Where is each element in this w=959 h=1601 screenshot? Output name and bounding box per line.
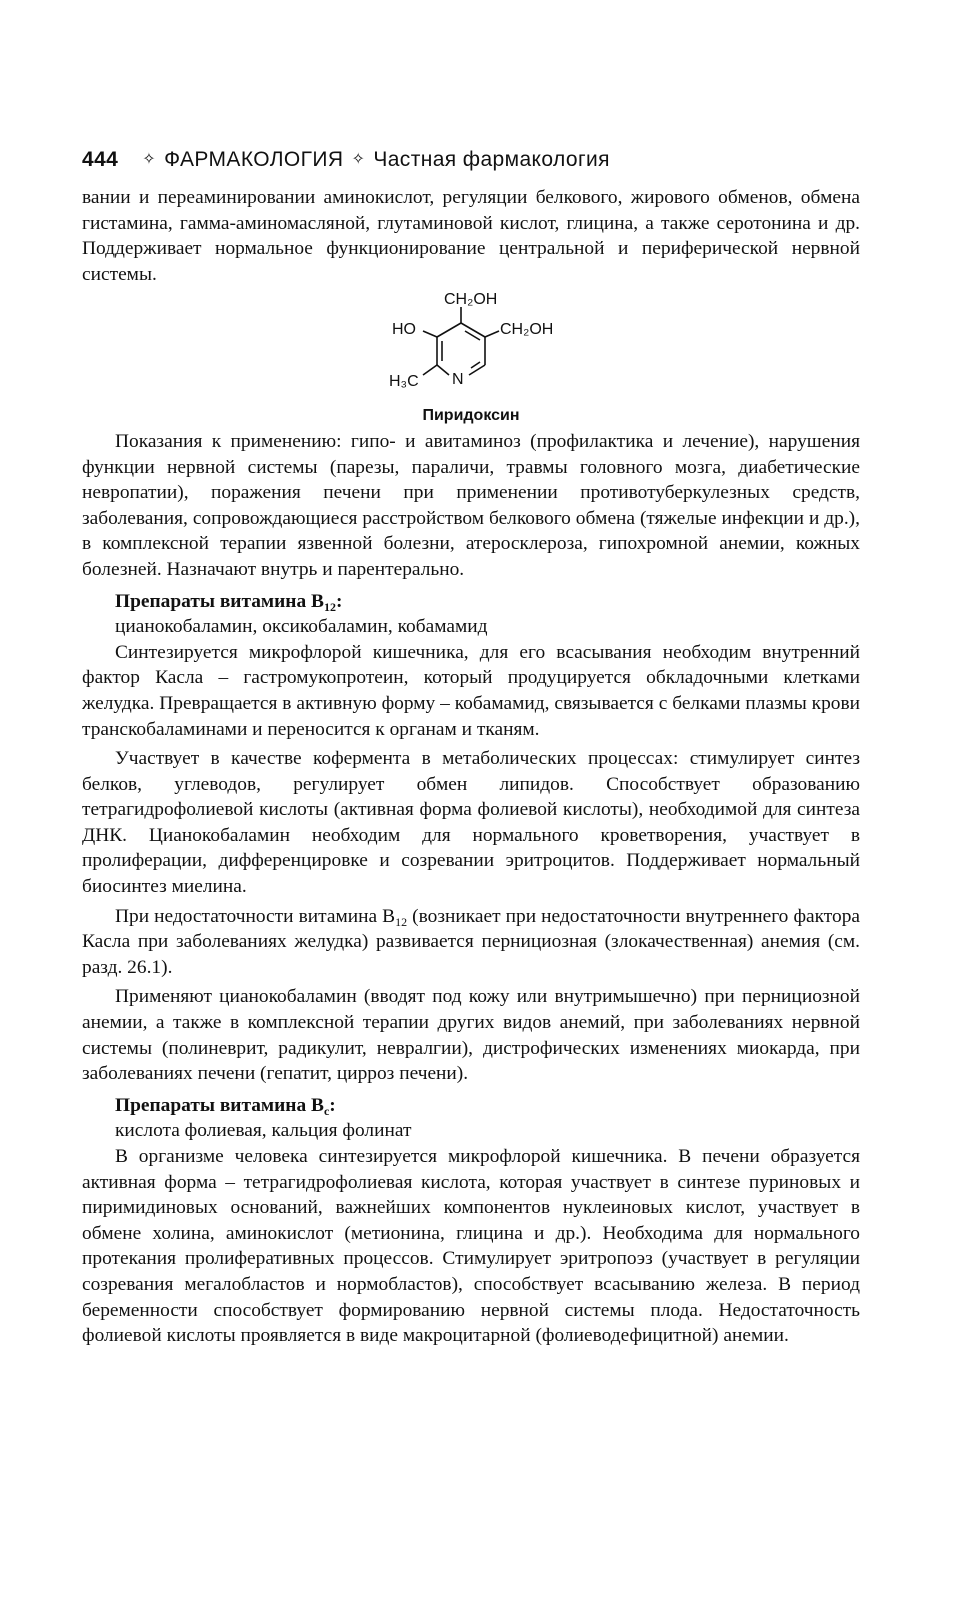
bc-heading-subscript: c bbox=[323, 1103, 330, 1118]
page-number: 444 bbox=[82, 148, 119, 171]
b12-paragraph-1: Синтезируется микрофлорой кишечника, для его всасывания необходим внутренний фактор Касла – гастромукопротеин, который продуцируется обкладочными клетками желудка. Превращается в активную форму – кобамамид, связывается с белками плазмы крови транскобаламинами и переносится к органам и тканям. bbox=[82, 641, 860, 740]
subsection-title: Частная фармакология bbox=[373, 148, 610, 171]
b12-p3-text-a: При недостаточности витамина B bbox=[115, 905, 396, 927]
b12-paragraph-3 bbox=[82, 904, 860, 981]
b12-heading-subscript: 12 bbox=[323, 599, 336, 614]
ch2oh-top-label: CH₂OH bbox=[444, 291, 498, 309]
ho-label: HO bbox=[392, 321, 416, 339]
bc-paragraph-1: В организме человека синтезируется микрофлорой кишечника. В печени образуется активная форма – тетрагидрофолиевая кислота, которая участвует в синтезе пуриновых и пиримидиновых оснований, важнейших компонентов нуклеиновых кислот, участвует в обмене холина, аминокислот (метионина, глицина и др.). Необходима для нормального протекания пролиферативных процессов. Стимулирует эритропоэз (участвует в регуляции созревания мегалобластов и нормобластов), способствует всасыванию железа. В период беременности способствует формированию нервной системы плода. Недостаточность фолиевой кислоты проявляется в виде макроцитарной (фолиеводефицитной) анемии. bbox=[82, 1146, 860, 1347]
b12-p3-text-b: (возникает при недостаточности внутреннего фактора Касла при заболеваниях желудка) развивается пернициозная (злокачественная) анемия (см. разд. 26.1). bbox=[82, 905, 861, 978]
nitrogen-label: N bbox=[452, 371, 464, 389]
intro-paragraph: вании и переаминировании аминокислот, регуляции белкового, жирового обменов, обмена гистамина, гамма-аминомасляной, глутаминовой кислот, глицина, а также серотонина и др. Поддерживает нормальное функционирование центральной и периферической нервной системы. bbox=[82, 187, 860, 285]
bc-heading-text: Препараты витамина B bbox=[115, 1094, 324, 1116]
bc-heading bbox=[82, 1093, 860, 1119]
page-body bbox=[82, 185, 860, 1349]
pyridine-ring bbox=[423, 307, 499, 375]
h3c-label: H₃C bbox=[389, 373, 419, 391]
running-header bbox=[82, 148, 882, 172]
bc-drug-list: кислота фолиевая, кальция фолинат bbox=[115, 1120, 412, 1142]
b12-drug-list: цианокобаламин, оксикобаламин, кобамамид bbox=[115, 616, 488, 638]
b12-paragraph-4: Применяют цианокобаламин (вводят под кожу или внутримышечно) при пернициозной анемии, а также в комплексной терапии других видов анемий, при заболеваниях нервной системы (полиневрит, радикулит, невралгии), дистрофических изменениях миокарда, при заболеваниях печени (гепатит, цирроз печени). bbox=[82, 986, 860, 1085]
b12-heading bbox=[82, 589, 860, 615]
indications-paragraph: Показания к применению: гипо- и авитаминоз (профилактика и лечение), нарушения функции нервной системы (парезы, параличи, травмы головного мозга, диабетические невропатии), поражения печени при применении противотуберкулезных средств, заболевания, сопровождающиеся расстройством белкового обмена (тяжелые инфекции и др.), в комплексной терапии язвенной болезни, атеросклероза, гипохромной анемии, кожных болезней. Назначают внутрь и парентерально. bbox=[82, 430, 860, 580]
b12-heading-text: Препараты витамина B bbox=[115, 590, 324, 612]
pyridoxine-structure bbox=[381, 291, 561, 403]
ch2oh-right-label: CH₂OH bbox=[500, 321, 554, 339]
b12-heading-colon: : bbox=[335, 590, 343, 612]
separator-glyph: ✧ bbox=[142, 151, 157, 168]
b12-p3-subscript: 12 bbox=[395, 914, 408, 929]
b12-paragraph-2: Участвует в качестве кофермента в метаболических процессах: стимулирует синтез белков, углеводов, регулирует обмен липидов. Способствует образованию тетрагидрофолиевой кислоты (активная форма фолиевой кислоты), необходимой для синтеза ДНК. Цианокобаламин необходим для нормального кроветворения, участвует в пролиферации, дифференцировке и созревании эритроцитов. Поддерживает нормальный биосинтез миелина. bbox=[82, 748, 860, 898]
bc-heading-colon: : bbox=[329, 1094, 336, 1116]
section-title: ФАРМАКОЛОГИЯ bbox=[164, 148, 344, 171]
structure-caption: Пиридоксин bbox=[422, 407, 520, 425]
separator-glyph-2: ✧ bbox=[351, 151, 366, 168]
